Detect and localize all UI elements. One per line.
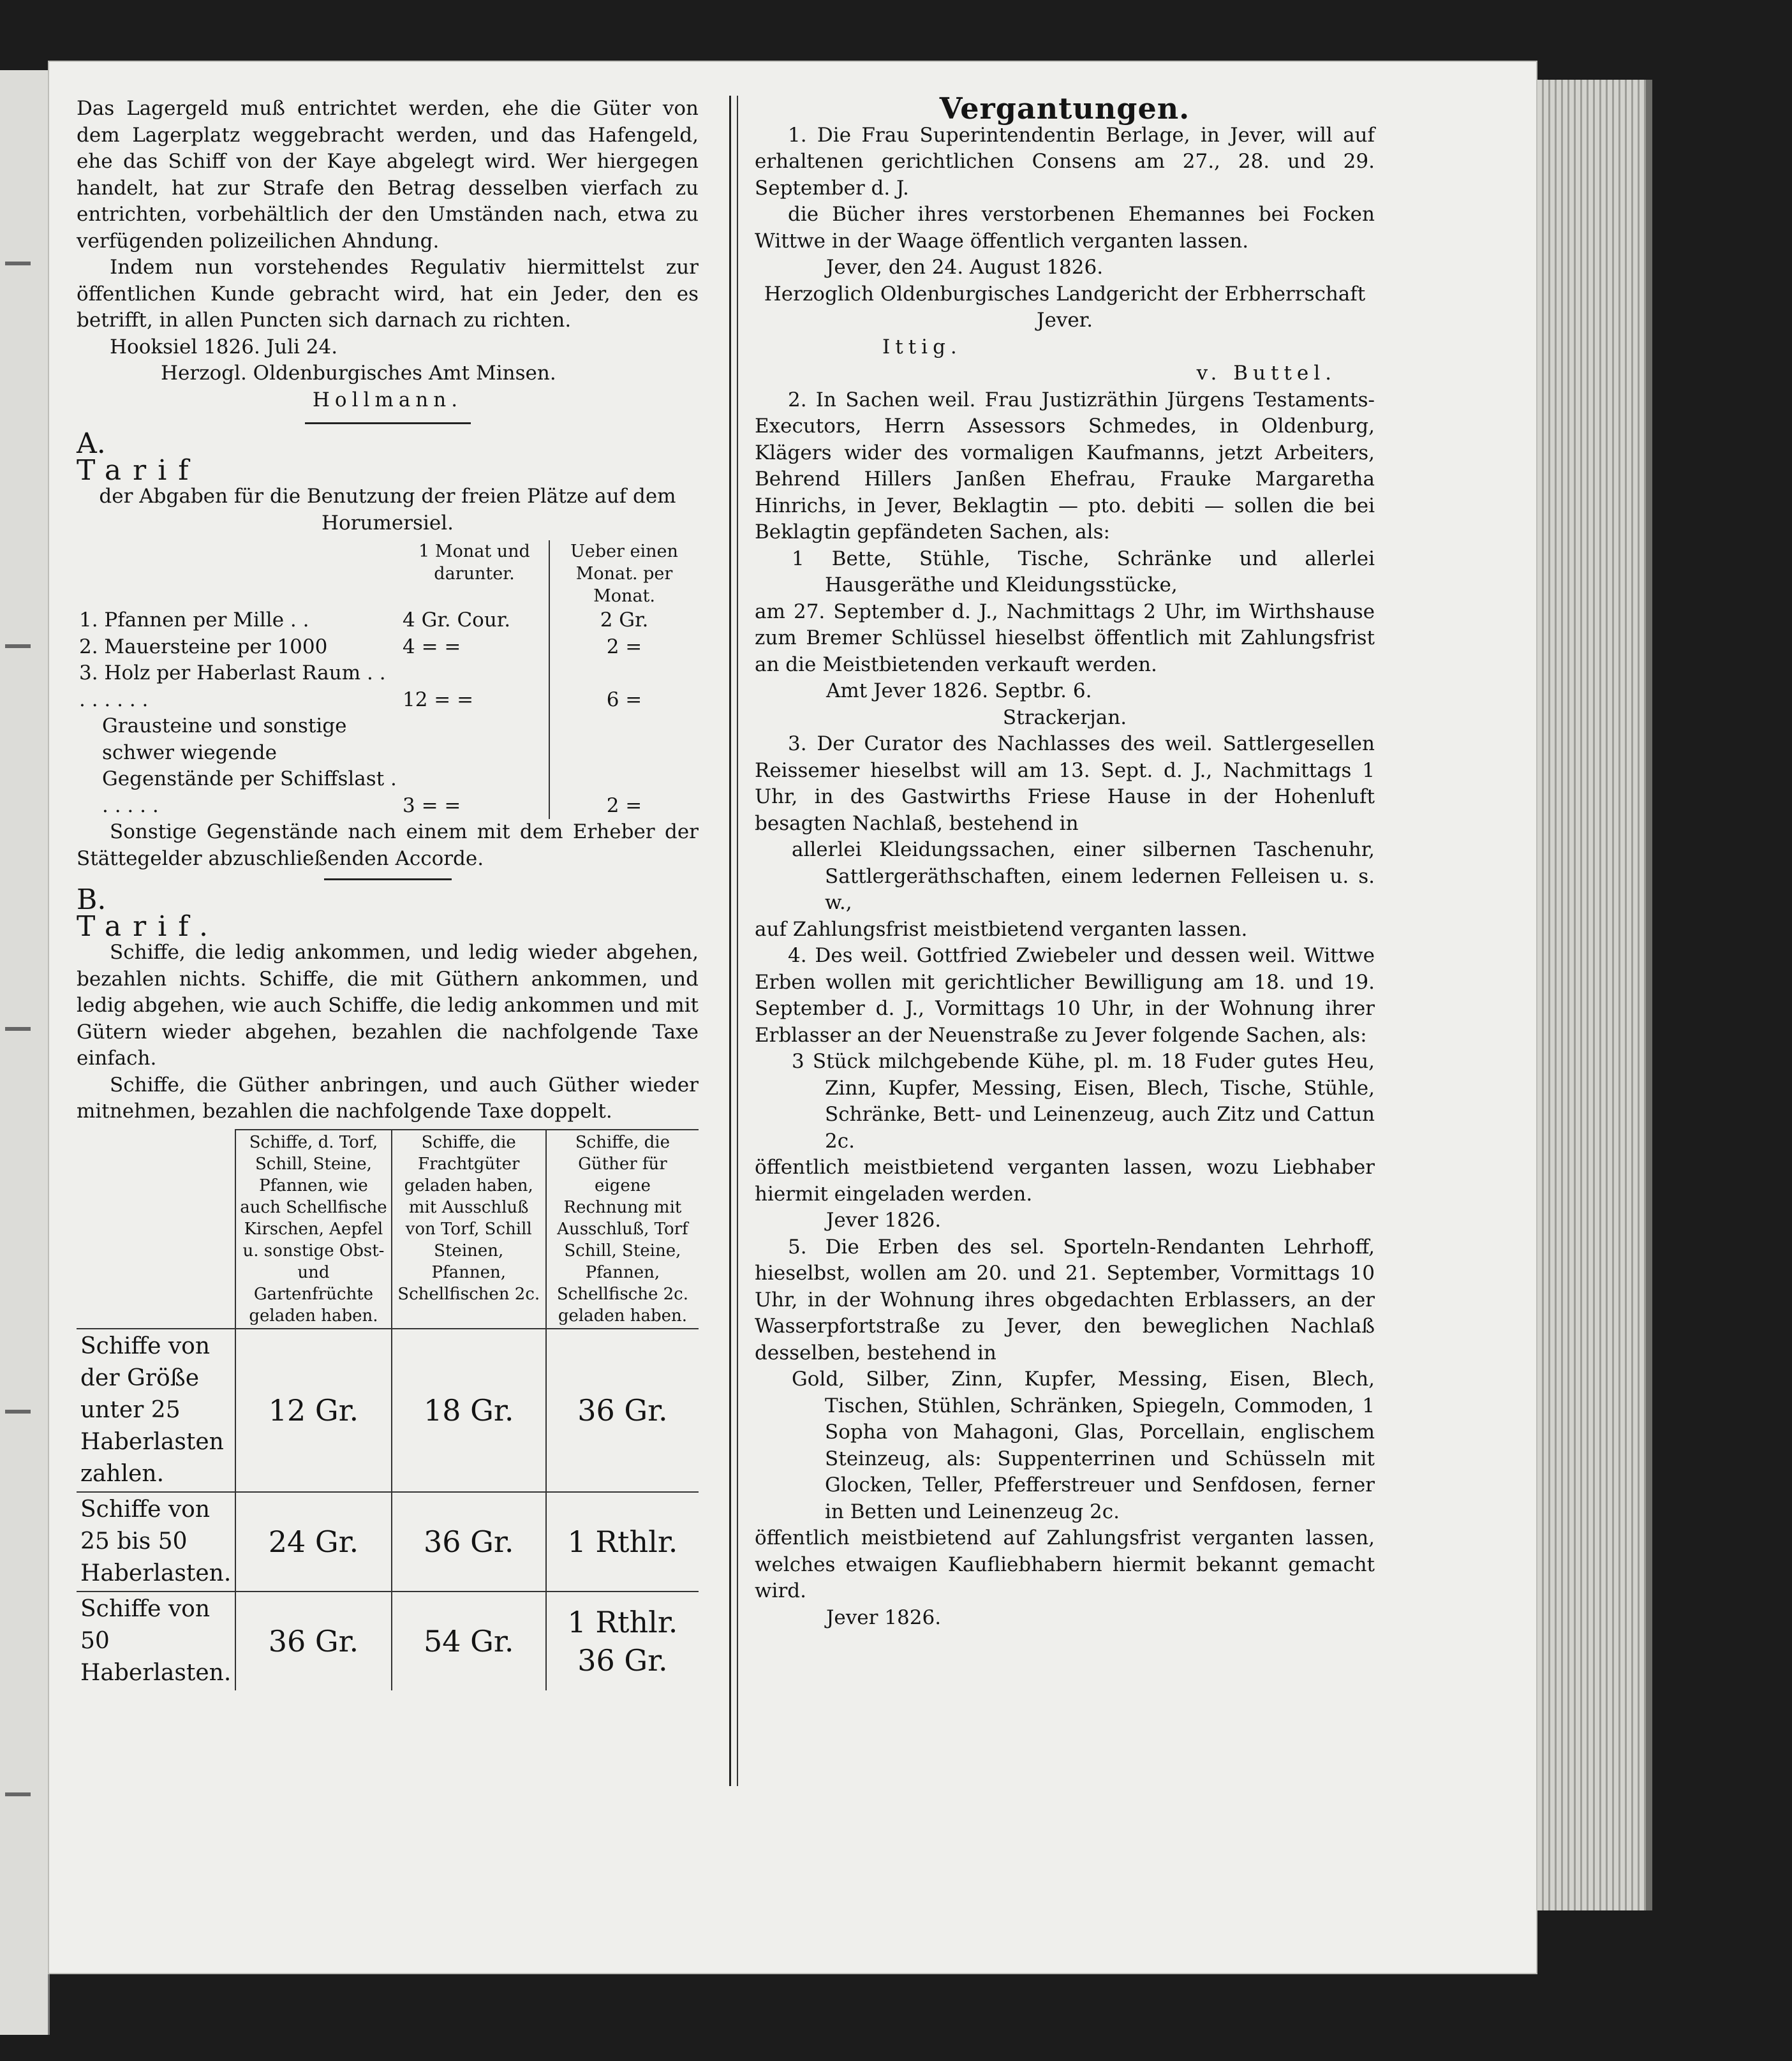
tariff-a-row-label: 3. Holz per Haberlast Raum . . . . . . . .	[79, 661, 386, 711]
tariff-a-row-c1: 4 Gr. Cour.	[400, 607, 549, 634]
table-row	[77, 634, 699, 661]
tariff-b-cell: 36 Gr.	[392, 1492, 546, 1592]
notice-2-signature: Strackerjan.	[1002, 705, 1127, 729]
notice-2-details: am 27. September d. J., Nachmittags 2 Uhr, im Wirthshause zum Bremer Schlüssel hieselbst öffentlich mit Zahlungsfrist an die Meistbietenden verkauft werden.	[755, 600, 1375, 676]
notice-2-items: 1 Bette, Stühle, Tische, Schränke und allerlei Hausgeräthe und Kleidungsstücke,	[792, 547, 1375, 596]
section-b-paragraph1: Schiffe, die ledig ankommen, und ledig wieder abgehen, bezahlen nichts. Schiffe, die mit Güthern ankommen, und ledig abgehen, wie auch Schiffe, die ledig ankommen und mit Gütern wieder abgehen, bezahlen die nachfolgende Taxe einfach.	[77, 941, 699, 1070]
notice-4-closing: öffentlich meistbietend verganten lassen, wozu Liebhaber hiermit eingeladen werden.	[755, 1156, 1375, 1206]
tariff-a-row-c1: 4 = =	[400, 634, 549, 661]
notice-1: 1. Die Frau Superintendentin Berlage, in Jever, will auf erhaltenen gerichtlichen Consens am 27., 28. und 29. September d. J.	[755, 123, 1375, 200]
notice-5-items: Gold, Silber, Zinn, Kupfer, Messing, Eisen, Blech, Tischen, Stühlen, Schränken, Spiegeln, Commoden, 1 Sopha von Mahagoni, Glas, Porcellain, englischem Steinzeug, als: Suppenterrinen und Schüsseln mit Glocken, Teller, Pfefferstreuer und Senfdosen, ferner in Betten und Leinenzeug 2c.	[792, 1368, 1375, 1523]
table-row	[77, 1492, 699, 1592]
tariff-b-table	[77, 1129, 699, 1690]
tariff-a-col1-header: 1 Monat und darunter.	[400, 540, 549, 607]
notice-3: 3. Der Curator des Nachlasses des weil. Sattlergesellen Reissemer hieselbst will am 13. Sept. d. J., Nachmittags 1 Uhr, in des Gastwirths Friese Hause in der Hohenluft besagten Nachlaß, bestehend in	[755, 732, 1375, 835]
previous-page-edge	[0, 70, 50, 2035]
table-row	[77, 607, 699, 634]
tariff-b-header-2: Schiffe, die Frachtgüter geladen haben, mit Ausschluß von Torf, Schill Steinen, Pfannen, Schellfischen 2c.	[392, 1130, 546, 1329]
signature-hollmann: Hollmann.	[312, 388, 463, 411]
tariff-a-row-label: Grausteine und sonstige schwer wiegende Gegenstände per Schiffslast . . . . . .	[102, 714, 397, 817]
notice-5-closing: öffentlich meistbietend auf Zahlungsfrist verganten lassen, welches etwaigen Kaufliebhabern hiermit bekannt gemacht wird.	[755, 1526, 1375, 1602]
table-row	[77, 713, 699, 819]
notice-4: 4. Des weil. Gottfried Zwiebeler und dessen weil. Wittwe Erben wollen mit gerichtlicher Bewilligung am 18. und 19. September d. J., Vormittags 10 Uhr, in der Wohnung ihrer Erblasser an der Neuenstraße zu Jever folgende Sachen, als:	[755, 944, 1375, 1047]
tariff-a-row-label: 1. Pfannen per Mille . .	[79, 609, 309, 632]
section-b-title: Tarif.	[77, 910, 219, 943]
table-row	[77, 1592, 699, 1690]
tariff-a-col2-header: Ueber einen Monat. per Monat.	[570, 542, 678, 606]
section-divider	[324, 878, 452, 880]
tariff-b-cell: 24 Gr.	[235, 1492, 391, 1592]
tariff-a-table	[77, 540, 699, 819]
tariff-b-cell: 12 Gr.	[235, 1329, 391, 1492]
notice-3-items: allerlei Kleidungssachen, einer silbernen Taschenuhr, Sattlergeräthschaften, einem ledernen Felleisen u. s. w.,	[792, 838, 1375, 914]
notice-2: 2. In Sachen weil. Frau Justizräthin Jürgens Testaments-Executors, Herrn Assessors Schmedes, in Oldenburg, Klägers wider des vormaligen Kaufmanns, jetzt Arbeiters, Behrend Hillers Janßen Ehefrau, Frauke Margaretha Hinrichs, in Jever, Beklagtin — pto. debiti — sollen die bei Beklagtin gepfändeten Sachen, als:	[755, 388, 1375, 543]
paragraph-lagergeld: Das Lagergeld muß entrichtet werden, ehe die Güter von dem Lagerplatz weggebracht werden, und das Hafengeld, ehe das Schiff von der Kaye abgelegt wird. Wer hiergegen handelt, hat zur Strafe den Betrag desselben vierfach zu entrichten, vorbehältlich der den Umständen nach, etwa zu verfügenden polizeilichen Ahndung.	[77, 97, 699, 253]
column-divider-inner	[737, 96, 738, 1786]
left-column	[77, 96, 699, 1690]
tariff-b-cell: 36 Gr.	[546, 1329, 699, 1492]
section-a-subtitle: der Abgaben für die Benutzung der freien Plätze auf dem Horumersiel.	[99, 485, 676, 535]
section-b-paragraph2: Schiffe, die Güther anbringen, und auch Güther wieder mitnehmen, bezahlen die nachfolgende Taxe doppelt.	[77, 1073, 699, 1123]
notice-1-items: die Bücher ihres verstorbenen Ehemannes bei Focken Wittwe in der Waage öffentlich verganten lassen.	[755, 203, 1375, 253]
tariff-a-row-c1: 3 = =	[400, 713, 549, 819]
tariff-a-note: Sonstige Gegenstände nach einem mit dem Erheber der Stättegelder abzuschließenden Accorde.	[77, 820, 699, 870]
tariff-b-row-label: Schiffe von 25 bis 50 Haberlasten.	[77, 1492, 235, 1592]
page-stack-edge	[1537, 80, 1652, 1910]
table-row	[77, 1329, 699, 1492]
tariff-b-cell: 54 Gr.	[392, 1592, 546, 1690]
section-a-title: Tarif	[77, 454, 200, 487]
section-divider	[305, 422, 471, 424]
tariff-b-header-1: Schiffe, d. Torf, Schill, Steine, Pfannen, wie auch Schellfische Kirschen, Aepfel u. sonstige Obst- und Gartenfrüchte geladen haben.	[235, 1130, 391, 1329]
section-a-letter: A.	[77, 427, 106, 460]
notice-1-date: Jever, den 24. August 1826.	[826, 256, 1104, 279]
column-divider	[729, 96, 731, 1786]
notice-5: 5. Die Erben des sel. Sporteln-Rendanten Lehrhoff, hieselbst, wollen am 20. und 21. September, Vormittags 10 Uhr, in der Wohnung ihres obgedachten Erblassers, an der Wasserpfortstraße zu Jever, den beweglichen Nachlaß desselben, bestehend in	[755, 1235, 1375, 1364]
tariff-a-row-c2: 2 =	[606, 635, 642, 658]
place-date: Hooksiel 1826. Juli 24.	[110, 335, 338, 358]
tariff-b-cell: 36 Gr.	[235, 1592, 391, 1690]
tariff-b-row-label: Schiffe von 50 Haberlasten.	[77, 1592, 235, 1690]
office-name: Herzogl. Oldenburgisches Amt Minsen.	[161, 362, 556, 385]
tariff-b-cell: 1 Rthlr.	[546, 1492, 699, 1592]
table-row	[77, 660, 699, 713]
notice-3-closing: auf Zahlungsfrist meistbietend verganten lassen.	[755, 917, 1248, 941]
notice-2-date: Amt Jever 1826. Septbr. 6.	[826, 679, 1092, 702]
notice-5-date: Jever 1826.	[826, 1606, 942, 1629]
tariff-b-cell: 1 Rthlr. 36 Gr.	[546, 1592, 699, 1690]
tariff-b-header-3: Schiffe, die Güther für eigene Rechnung mit Ausschluß, Torf Schill, Steine, Pfannen, Schellfische 2c. geladen haben.	[546, 1130, 699, 1329]
tariff-a-row-c2: 2 =	[606, 794, 642, 817]
section-b-letter: B.	[77, 883, 107, 916]
notice-4-items: 3 Stück milchgebende Kühe, pl. m. 18 Fuder gutes Heu, Zinn, Kupfer, Messing, Eisen, Blech, Tische, Stühle, Schränke, Bett- und Leinenzeug, auch Zitz und Cattun 2c.	[792, 1050, 1375, 1153]
tariff-b-cell: 18 Gr.	[392, 1329, 546, 1492]
heading-vergantungen: Vergantungen.	[939, 91, 1190, 126]
tariff-b-row-label: Schiffe von der Größe unter 25 Haberlasten zahlen.	[77, 1329, 235, 1492]
notice-1-signature-1: Ittig.	[882, 335, 962, 358]
tariff-a-row-c2: 2 Gr.	[600, 609, 649, 632]
paragraph-regulativ: Indem nun vorstehendes Regulativ hiermittelst zur öffentlichen Kunde gebracht wird, hat ein Jeder, den es betrifft, in allen Puncten sich darnach zu richten.	[77, 256, 699, 332]
notice-4-date: Jever 1826.	[826, 1209, 942, 1232]
notice-1-signature-2: v. Buttel.	[1196, 362, 1337, 385]
right-column	[755, 91, 1375, 1631]
tariff-a-row-c2: 6 =	[606, 688, 642, 711]
tariff-a-row-c1: 12 = =	[400, 660, 549, 713]
tariff-a-row-label: 2. Mauersteine per 1000	[79, 635, 328, 658]
notice-1-court: Herzoglich Oldenburgisches Landgericht der Erbherrschaft Jever.	[764, 282, 1366, 332]
